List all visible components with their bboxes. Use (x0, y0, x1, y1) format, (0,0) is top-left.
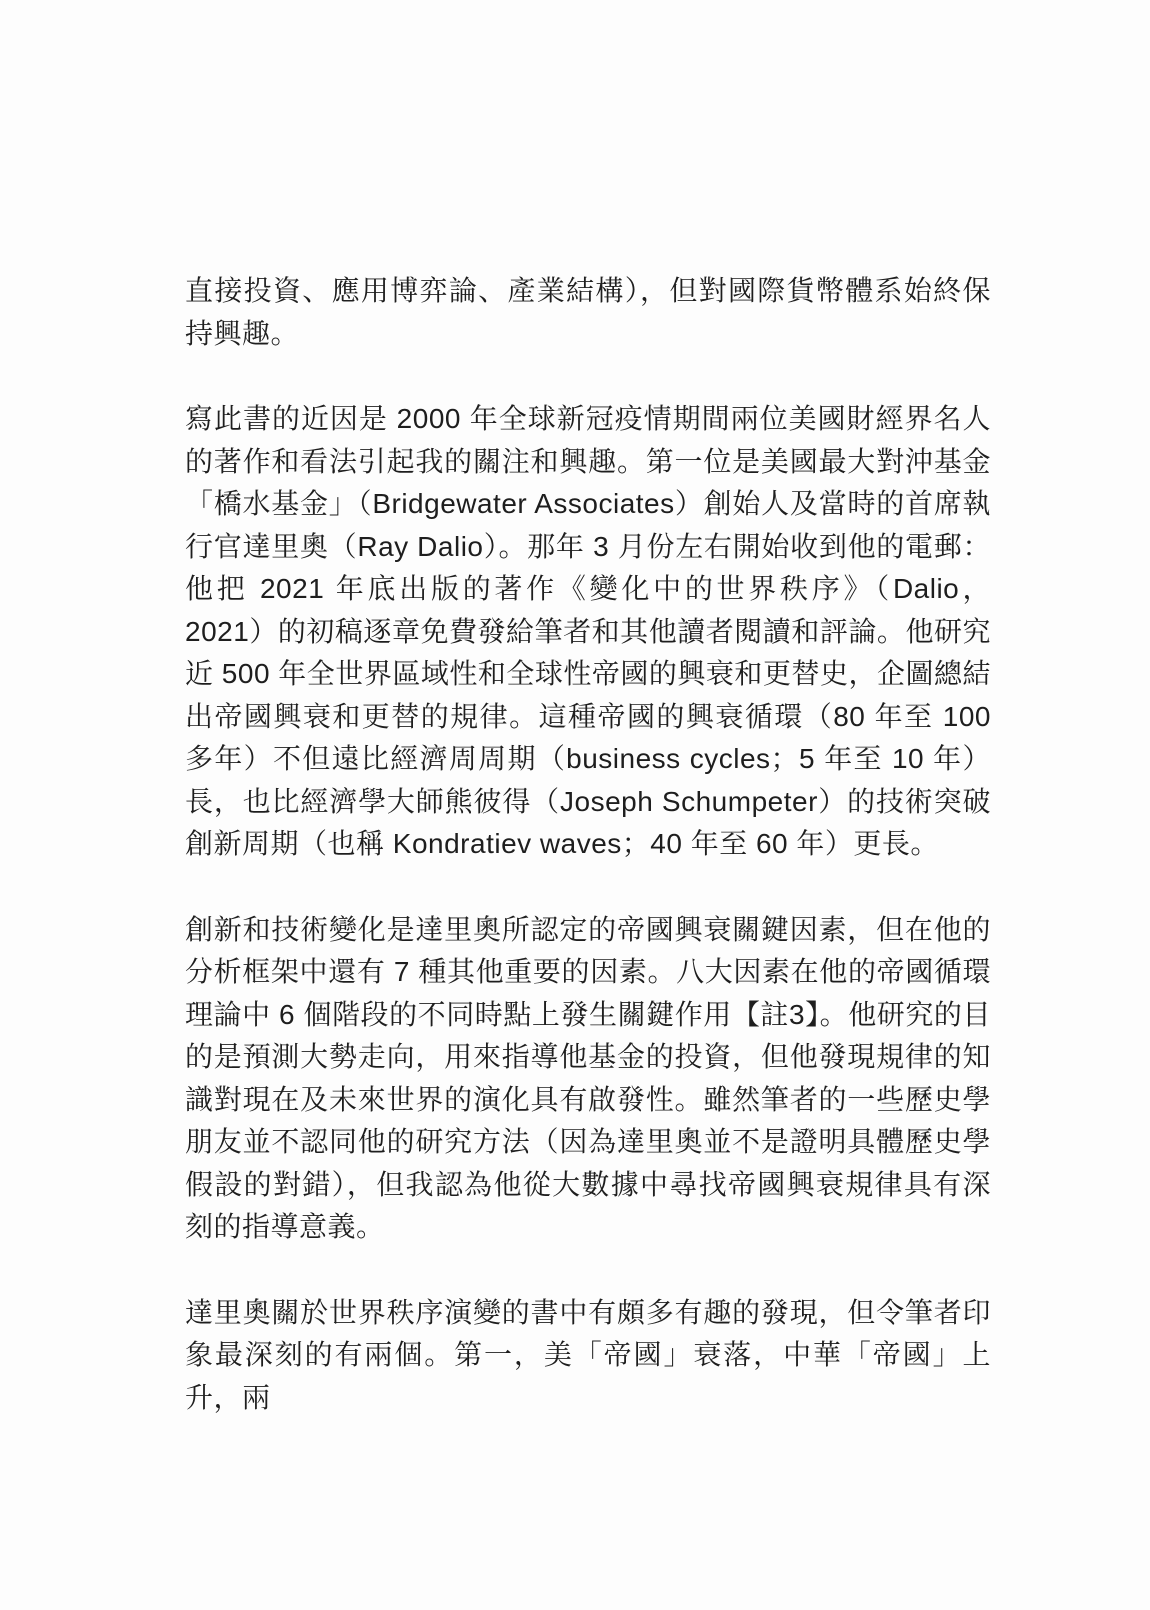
paragraph-two-findings: 達里奧關於世界秩序演變的書中有頗多有趣的發現，但令筆者印象最深刻的有兩個。第一，美「帝國」衰落，中華「帝國」上升，兩 (185, 1296, 991, 1413)
body-text (185, 270, 991, 1419)
paragraph-eight-factors: 創新和技術變化是達里奧所認定的帝國興衰關鍵因素，但在他的分析框架中還有 7 種其他重要的因素。八大因素在他的帝國循環理論中 6 個階段的不同時點上發生關鍵作用【註3】。他研究的目的是預測大勢走向，用來指導他基金的投資，但他發現規律的知識對現在及未來世界的演化具有啟發性。雖然筆者的一些歷史學朋友並不認同他的研究方法（因為達里奧並不是證明具體歷史學假設的對錯），但我認為他從大數據中尋找帝國興衰規律具有深刻的指導意義。 (185, 913, 991, 1242)
paragraph-continuation: 直接投資、應用博弈論、產業結構），但對國際貨幣體系始終保持興趣。 (185, 275, 991, 349)
paragraph-dalio-intro: 寫此書的近因是 2000 年全球新冠疫情期間兩位美國財經界名人的著作和看法引起我的關注和興趣。第一位是美國最大對沖基金「橋水基金」（Bridgewater Associates）創始人及當時的首席執行官達里奧（Ray Dalio）。那年 3 月份左右開始收到他的電郵：他把 2021 年底出版的著作《變化中的世界秩序》（Dalio，2021）的初稿逐章免費發給筆者和其他讀者閱讀和評論。他研究近 500 年全世界區域性和全球性帝國的興衰和更替史，企圖總結出帝國興衰和更替的規律。這種帝國的興衰循環（80 年至 100 多年）不但遠比經濟周周期（business cycles；5 年至 10 年）長，也比經濟學大師熊彼得（Joseph Schumpeter）的技術突破創新周期（也稱 Kondratiev waves；40 年至 60 年）更長。 (185, 403, 991, 859)
